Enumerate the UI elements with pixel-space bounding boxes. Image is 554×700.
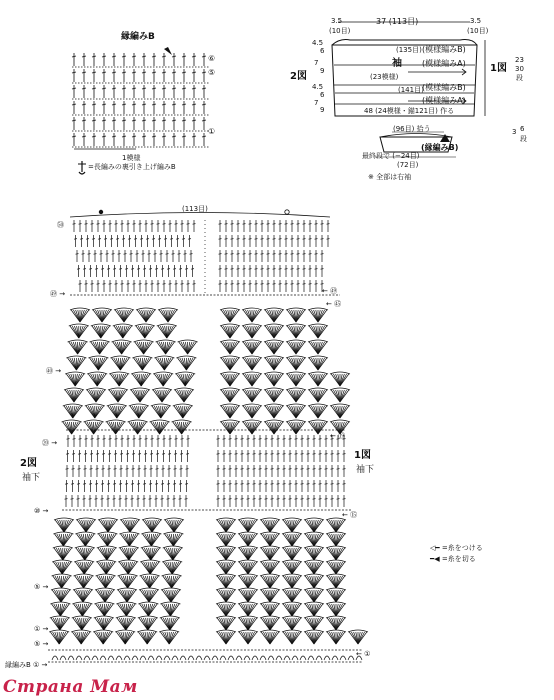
chart-row-marker-left: ① → <box>34 625 49 633</box>
schem-cuff-height: 3 <box>512 128 517 136</box>
chart-panel-1-label: 1図 <box>354 450 371 461</box>
schem-band-3: (141目) <box>398 86 424 94</box>
schem-band-2: (23模様) <box>370 73 399 81</box>
sleeve-stitch-chart <box>40 200 370 670</box>
schem-right-edge: 3.5 <box>470 17 482 25</box>
schem-left-h-1: 4.5 <box>312 39 324 47</box>
schem-cuff-rows-note: 最終段で (−24目) <box>362 152 420 160</box>
schem-left-h-3: 7 <box>314 59 319 67</box>
schem-pattern-a2: (模様編みA) <box>422 96 466 105</box>
schem-top-width: 37 (113目) <box>376 17 419 26</box>
schem-left-h-4: 9 <box>320 67 325 75</box>
schem-fig-2-label: 2図 <box>290 71 307 82</box>
legend-cut-yarn: ━◀ =糸を切る <box>430 555 476 563</box>
chart-panel-1-sub: 袖下 <box>356 465 375 475</box>
swatch-title: 縁編みB <box>121 32 155 42</box>
schem-cuff-count: (96目) 拾う <box>393 125 431 133</box>
schem-pattern-a: (模様編みA) <box>422 59 466 68</box>
chart-row-marker-right: ← ⑮ <box>342 511 358 519</box>
schem-left-h-6: 6 <box>320 91 325 99</box>
chart-bottom-label: 縁編みB ① → <box>5 661 48 669</box>
swatch-row-label-6: ⑥ <box>208 54 216 63</box>
legend-attach-yarn: ◁━ =糸をつける <box>430 544 483 552</box>
chart-row-marker-right: ← ① <box>356 650 371 658</box>
schem-left-edge-sub: (10目) <box>329 27 351 35</box>
schem-band-3-pattern: (模様編みB) <box>422 83 466 92</box>
swatch-row-label-5: ⑤ <box>208 68 216 77</box>
post-stitch-symbol-icon <box>76 160 88 176</box>
schem-note: ※ 全部は右袖 <box>368 173 412 181</box>
schem-fig-1-label: 1図 <box>490 63 507 74</box>
chart-row-marker-left: ㊾ → <box>50 290 66 298</box>
swatch-legend-note: =長編みの裏引き上げ編みB <box>88 163 176 171</box>
chart-row-marker-left: ⑤ → <box>34 640 49 648</box>
schem-sleeve-label: 袖 <box>392 58 402 69</box>
swatch-repeat-label: 1模様 <box>122 154 141 162</box>
chart-row-marker-right: ← ㊺ <box>326 300 342 308</box>
site-watermark-logo: Страна Мам <box>3 677 138 697</box>
chart-row-marker-left: ⑩ → <box>34 507 49 515</box>
schem-left-h-8: 9 <box>320 106 325 114</box>
schem-bottom-count: 48 (24模様・錨121目) 作る <box>364 107 455 115</box>
schem-cuff-pattern: (縁編みB) <box>421 143 459 152</box>
schem-right-total: 23 <box>515 56 524 64</box>
chart-panel-2-label: 2図 <box>20 458 37 469</box>
chart-row-marker-left: ㊿ <box>57 221 64 229</box>
schem-left-h-2: 6 <box>320 47 325 55</box>
swatch-stitch-grid <box>68 45 218 155</box>
chart-row-marker-left: ⑳ → <box>42 439 58 447</box>
schem-band-1-pattern: (模様編みB) <box>422 45 466 54</box>
schem-left-h-5: 4.5 <box>312 83 324 91</box>
chart-row-marker-left: ㊵ → <box>46 367 62 375</box>
schem-right-total-unit: 段 <box>516 74 523 82</box>
schem-right-edge-sub: (10目) <box>467 27 489 35</box>
schem-left-h-7: 7 <box>314 99 319 107</box>
chart-row-marker-right: ← ⑲ <box>330 432 346 440</box>
schem-cuff-height-unit: 段 <box>520 135 527 143</box>
chart-row-marker-left: ⑤ → <box>34 583 49 591</box>
schem-band-1: (135目) <box>396 46 422 54</box>
schem-cuff-total: (72目) <box>397 161 419 169</box>
schem-cuff-height-sub: 6 <box>520 125 525 133</box>
chart-row-marker-right: ← ㊾ <box>322 287 338 295</box>
chart-top-count: (113目) <box>182 205 208 213</box>
chart-panel-2-sub: 袖下 <box>22 473 41 483</box>
schem-left-edge: 3.5 <box>331 17 343 25</box>
swatch-row-label-1: ① <box>208 127 216 136</box>
schem-right-total-sub: 30 <box>515 65 524 73</box>
